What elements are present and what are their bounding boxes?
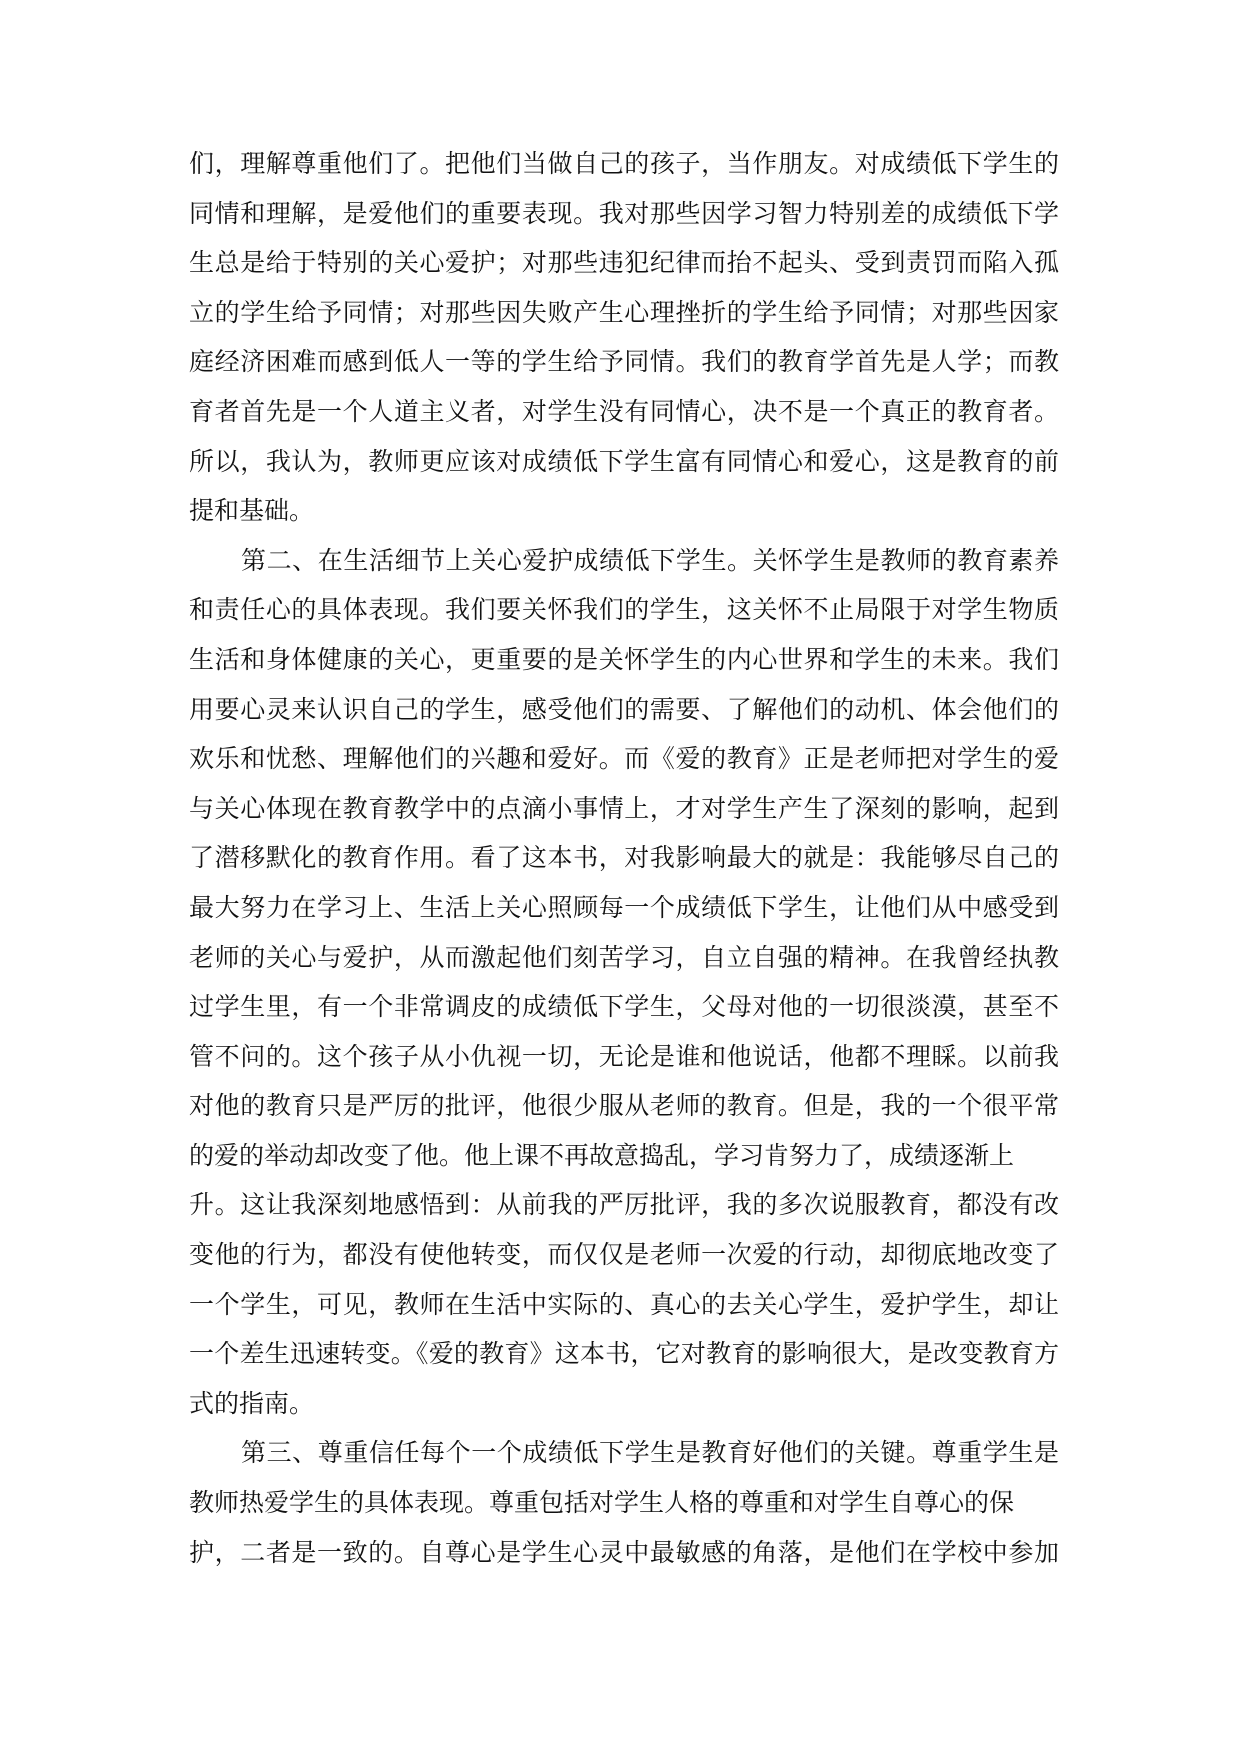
text-line: 生总是给于特别的关心爱护；对那些违犯纪律而抬不起头、受到责罚而陷入孤	[189, 248, 1059, 278]
text-line: 同情和理解，是爱他们的重要表现。我对那些因学习智力特别差的成绩低下学	[189, 198, 1059, 228]
text-line: 与关心体现在教育教学中的点滴小事情上，才对学生产生了深刻的影响，起到	[189, 793, 1059, 823]
text-line: 最大努力在学习上、生活上关心照顾每一个成绩低下学生，让他们从中感受到	[189, 892, 1059, 922]
text-line: 庭经济困难而感到低人一等的学生给予同情。我们的教育学首先是人学；而教	[189, 347, 1059, 377]
text-line: 管不问的。这个孩子从小仇视一切，无论是谁和他说话，他都不理睬。以前我	[189, 1041, 1059, 1071]
text-line: 对他的教育只是严厉的批评，他很少服从老师的教育。但是，我的一个很平常	[189, 1091, 1059, 1121]
text-line: 提和基础。	[189, 496, 315, 526]
text-line: 用要心灵来认识自己的学生，感受他们的需要、了解他们的动机、体会他们的	[189, 694, 1059, 724]
text-line: 生活和身体健康的关心，更重要的是关怀学生的内心世界和学生的未来。我们	[189, 644, 1059, 674]
text-line: 育者首先是一个人道主义者，对学生没有同情心，决不是一个真正的教育者。	[189, 396, 1059, 426]
text-line: 们，理解尊重他们了。把他们当做自己的孩子，当作朋友。对成绩低下学生的	[189, 149, 1059, 178]
paragraph-first-line: 第三、尊重信任每个一个成绩低下学生是教育好他们的关键。尊重学生是	[241, 1438, 1059, 1468]
text-line: 欢乐和忧愁、理解他们的兴趣和爱好。而《爱的教育》正是老师把对学生的爱	[189, 744, 1059, 774]
text-line: 变他的行为，都没有使他转变，而仅仅是老师一次爱的行动，却彻底地改变了	[189, 1240, 1059, 1270]
body-text	[189, 139, 1059, 1577]
text-line: 教师热爱学生的具体表现。尊重包括对学生人格的尊重和对学生自尊心的保	[189, 1488, 1015, 1518]
text-line: 升。这让我深刻地感悟到：从前我的严厉批评，我的多次说服教育，都没有改	[189, 1190, 1059, 1220]
text-line: 所以，我认为，教师更应该对成绩低下学生富有同情心和爱心，这是教育的前	[189, 446, 1059, 476]
paragraph-first-line: 第二、在生活细节上关心爱护成绩低下学生。关怀学生是教师的教育素养	[241, 545, 1059, 575]
text-line: 了潜移默化的教育作用。看了这本书，对我影响最大的就是：我能够尽自己的	[189, 843, 1059, 873]
text-line: 立的学生给予同情；对那些因失败产生心理挫折的学生给予同情；对那些因家	[189, 297, 1059, 327]
text-line: 护，二者是一致的。自尊心是学生心灵中最敏感的角落，是他们在学校中参加	[189, 1537, 1059, 1567]
text-line: 一个学生，可见，教师在生活中实际的、真心的去关心学生，爱护学生，却让	[189, 1289, 1059, 1319]
text-line: 和责任心的具体表现。我们要关怀我们的学生，这关怀不止局限于对学生物质	[189, 595, 1059, 625]
text-line: 式的指南。	[189, 1388, 315, 1418]
text-line: 的爱的举动却改变了他。他上课不再故意捣乱，学习肯努力了，成绩逐渐上	[189, 1140, 1015, 1170]
text-line: 过学生里，有一个非常调皮的成绩低下学生，父母对他的一切很淡漠，甚至不	[189, 992, 1059, 1022]
text-line: 一个差生迅速转变。《爱的教育》这本书，它对教育的影响很大，是改变教育方	[189, 1339, 1059, 1369]
text-line: 老师的关心与爱护，从而激起他们刻苦学习，自立自强的精神。在我曾经执教	[189, 942, 1059, 972]
